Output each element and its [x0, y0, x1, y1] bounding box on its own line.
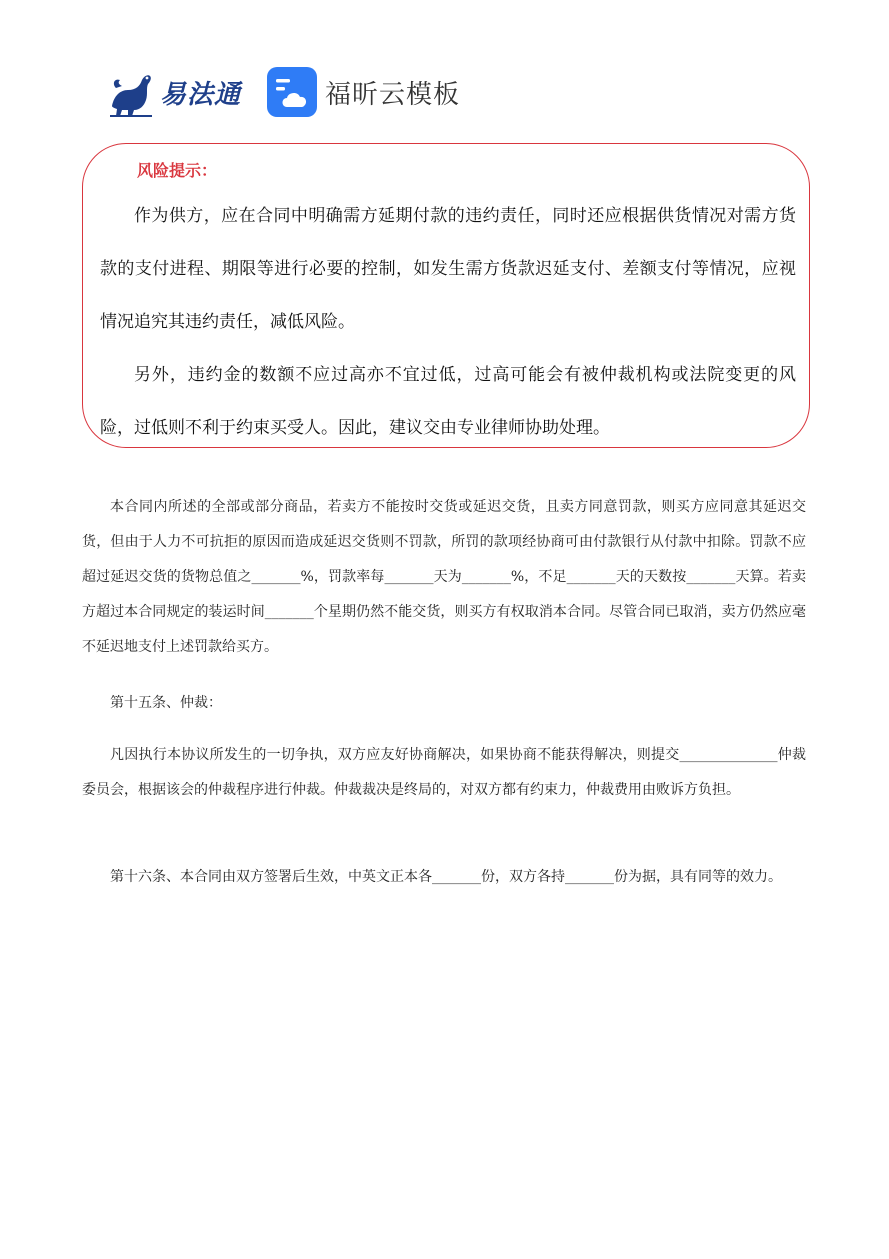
foxit-brand: 福昕云模板 — [325, 79, 461, 110]
risk-paragraph-2: 另外，违约金的数额不应过高亦不宜过低，过高可能会有被仲裁机构或法院变更的风险，过低则不利于约束买受人。因此，建议交由专业律师协助处理。 — [100, 365, 796, 438]
header — [106, 62, 460, 122]
article-16-paragraph: 第十六条、本合同由双方签署后生效，中英文正本各_______份，双方各持_______份为据，具有同等的效力。 — [110, 869, 782, 885]
article-15-heading: 第十五条、仲裁： — [110, 695, 222, 711]
contract-paragraph-penalty: 本合同内所述的全部或部分商品，若卖方不能按时交货或延迟交货，且卖方同意罚款，则买方应同意其延迟交货，但由于人力不可抗拒的原因而造成延迟交货则不罚款，所罚的款项经协商可由付款银行从付款中扣除。罚款不应超过延迟交货的货物总值之_______%，罚款率每_______天为_______%，不足_______天的天数按_______天算。若卖方超过本合同规定的装运时间_______个星期仍然不能交货，则买方有权取消本合同。尽管合同已取消，卖方仍然应毫不延迟地支付上述罚款给买方。 — [82, 499, 806, 655]
contract-paragraph-arbitration: 凡因执行本协议所发生的一切争执，双方应友好协商解决，如果协商不能获得解决，则提交______________仲裁委员会，根据该会的仲裁程序进行仲裁。仲裁裁决是终局的，对双方都有约束力，仲裁费用由败诉方负担。 — [82, 747, 806, 798]
foxit-cloud-template-logo — [267, 67, 460, 117]
yifatong-logo — [106, 66, 241, 118]
qilin-mascot-icon — [106, 66, 156, 118]
risk-title: 风险提示： — [137, 161, 218, 180]
yifatong-brand: 易法通 — [160, 79, 242, 110]
risk-warning-box — [82, 143, 810, 448]
cloud-document-icon — [267, 67, 317, 117]
risk-paragraph-1: 作为供方，应在合同中明确需方延期付款的违约责任，同时还应根据供货情况对需方货款的支付进程、期限等进行必要的控制，如发生需方货款迟延支付、差额支付等情况，应视情况追究其违约责任，减低风险。 — [100, 206, 796, 332]
